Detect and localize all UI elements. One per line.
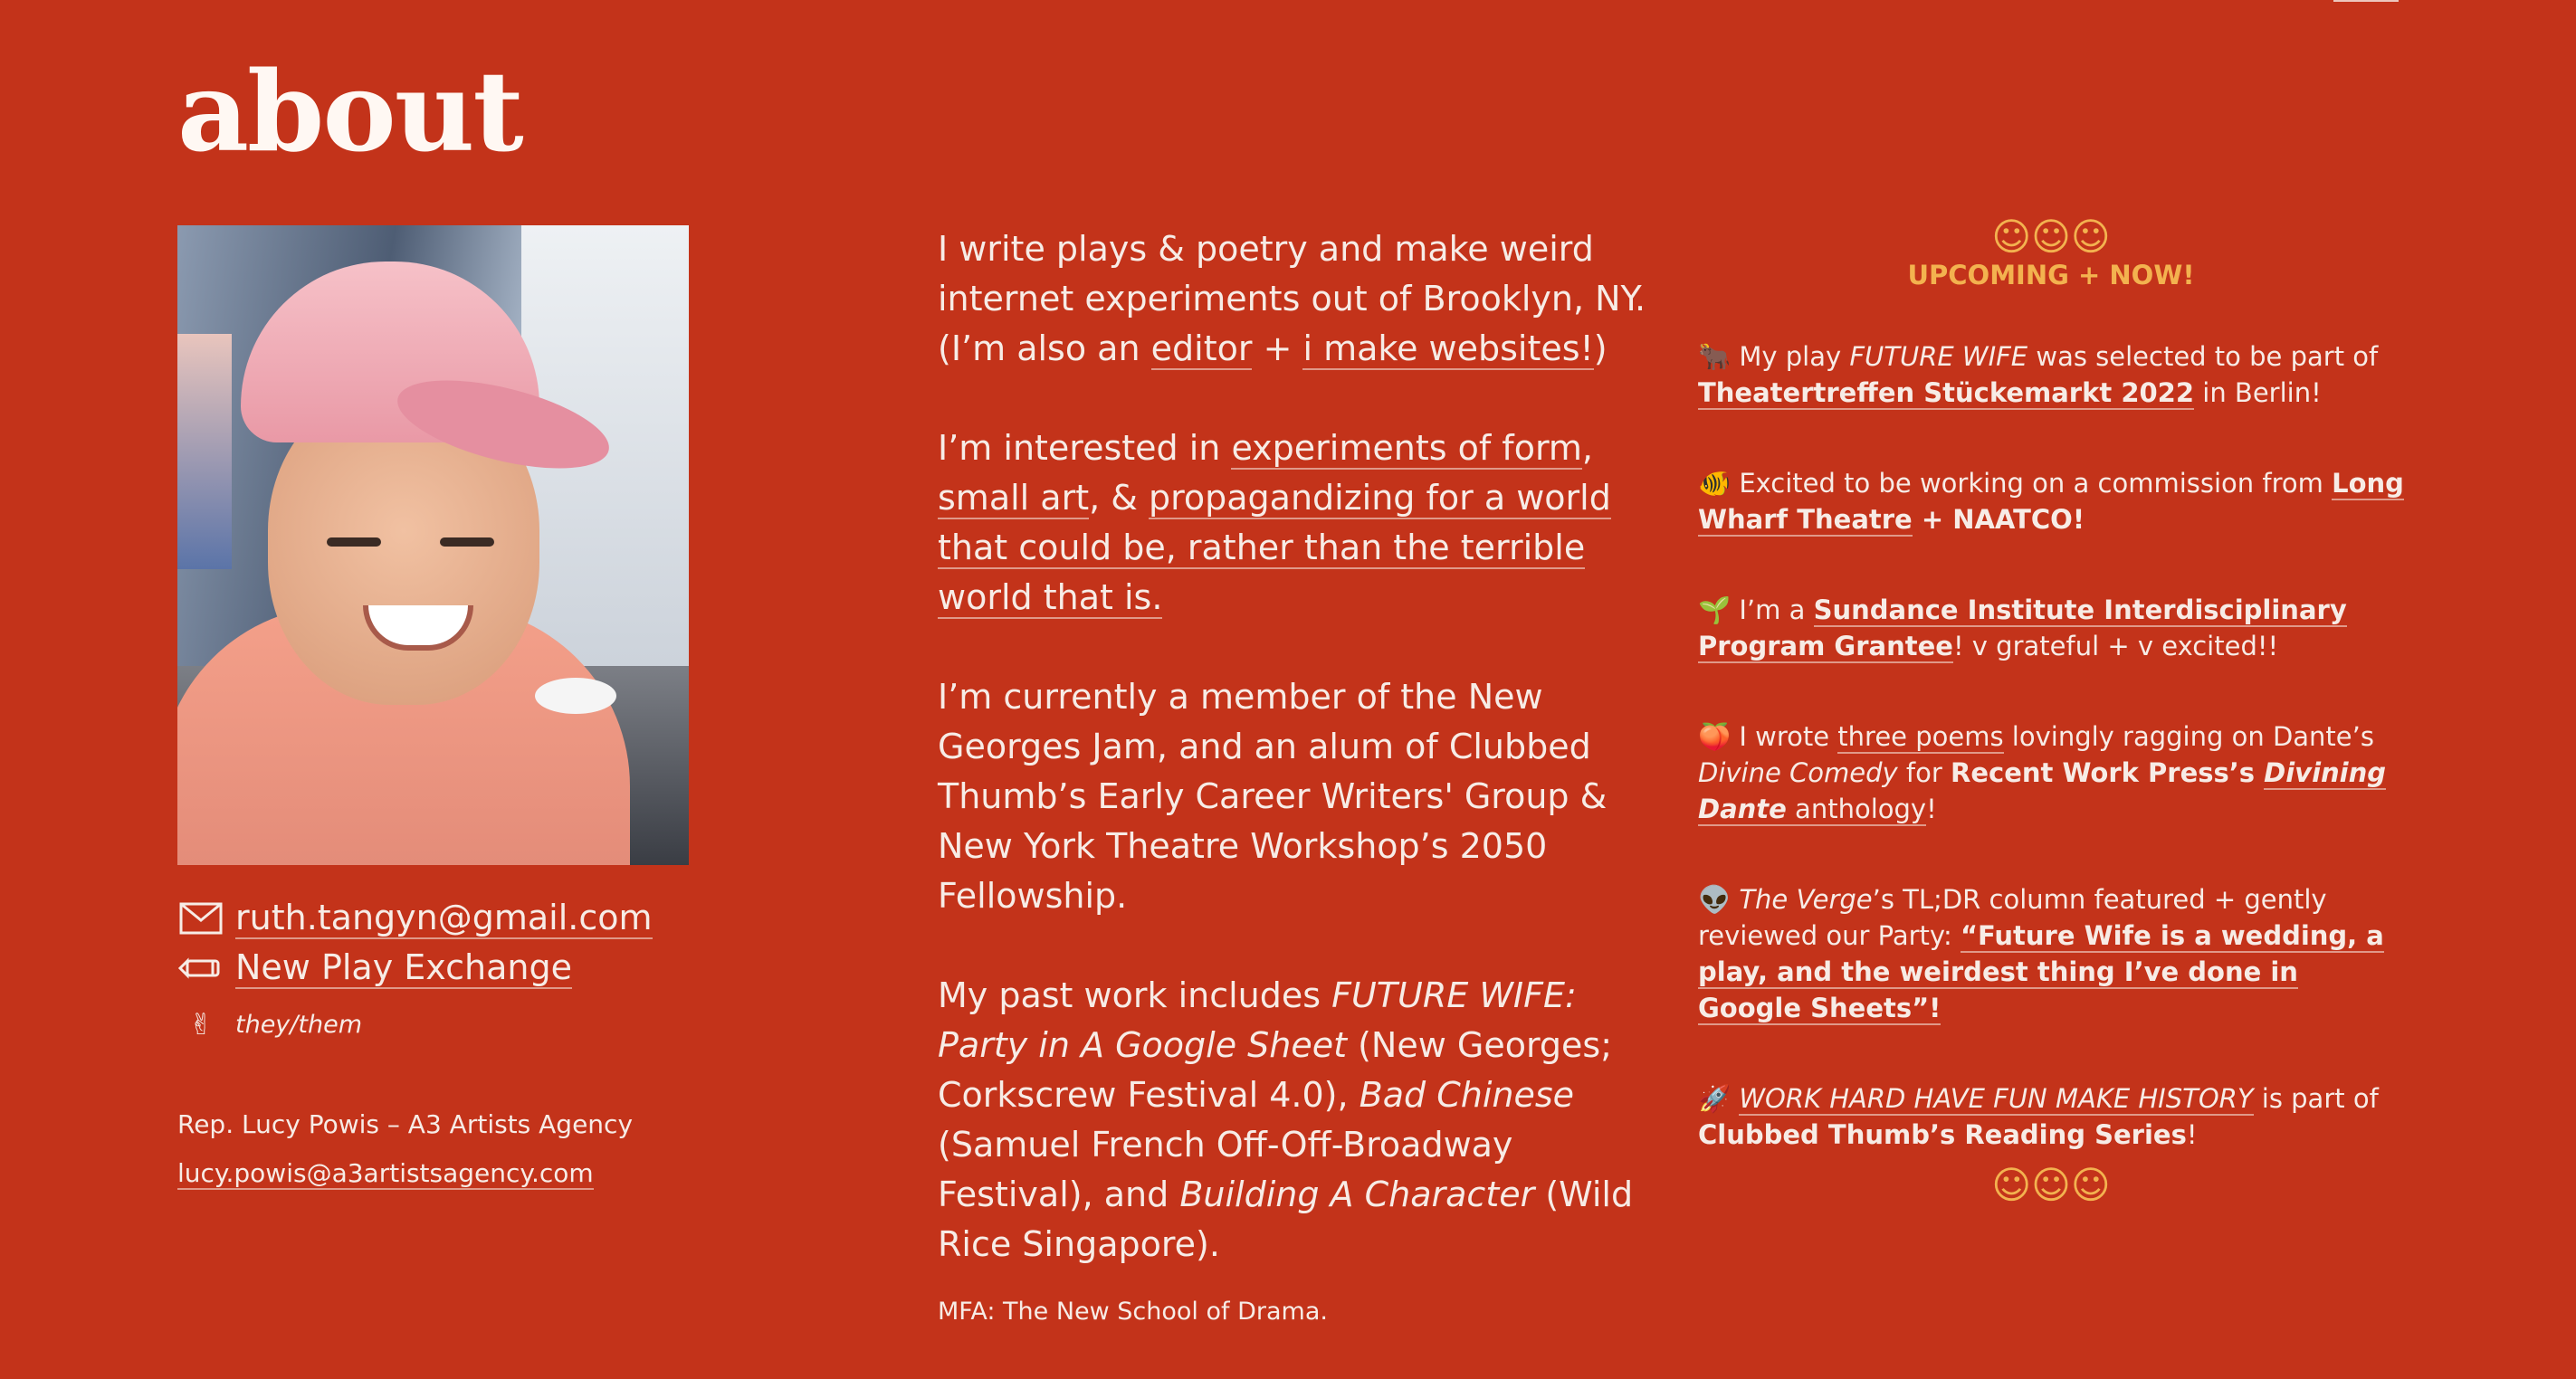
- news-item: [1698, 592, 2404, 664]
- rep-email-link[interactable]: lucy.powis@a3artistsagency.com: [177, 1158, 594, 1188]
- peace-hand-icon: ✌: [188, 1007, 214, 1041]
- smiley-faces-icon: ☺☺☺: [1991, 1163, 2111, 1207]
- bio-text: (Wild Rice Singapore).: [938, 1175, 1634, 1264]
- work-title: Divine Comedy: [1698, 757, 1898, 788]
- profile-photo: [177, 225, 689, 865]
- seedling-icon: 🌱: [1698, 594, 1732, 625]
- news-item: [1698, 1080, 2404, 1153]
- propaganda-link[interactable]: propagandizing for a world that could be, rather than the terrible world that is.: [938, 478, 1611, 617]
- bio-text: I write plays & poetry and make weird internet experiments out of Brooklyn, NY. (I’m also an: [938, 229, 1646, 368]
- pencil-icon: [177, 950, 224, 986]
- editor-link[interactable]: editor: [1150, 328, 1253, 368]
- bio-text: +: [1252, 328, 1303, 368]
- alien-icon: 👽: [1698, 884, 1732, 915]
- work-title: The Verge: [1739, 884, 1873, 915]
- three-poems-link[interactable]: three poems: [1837, 721, 2004, 752]
- news-item: [1698, 465, 2404, 537]
- divining-dante-link[interactable]: Divining Dante anthology: [1698, 757, 2387, 824]
- bio-paragraph-1: [938, 224, 1653, 374]
- small-art-link[interactable]: small art: [938, 478, 1090, 518]
- news-text: Recent Work Press’s: [1951, 757, 2265, 788]
- news-text: I’m a: [1731, 594, 1814, 625]
- fish-icon: 🐠: [1698, 468, 1732, 499]
- news-text: Excited to be working on a commission from: [1731, 468, 2333, 499]
- page-title: about: [177, 46, 522, 176]
- experiments-link[interactable]: experiments of form: [1231, 428, 1582, 468]
- stuckemarkt-link[interactable]: Theatertreffen Stückemarkt 2022: [1698, 377, 2195, 408]
- news-text: !: [1926, 794, 1937, 824]
- news-item: [1698, 718, 2404, 827]
- envelope-icon: [177, 900, 224, 937]
- sundance-link[interactable]: Sundance Institute Interdisciplinary Program Grantee: [1698, 594, 2347, 661]
- npx-row: [177, 947, 572, 989]
- bio-text: (Samuel French Off-Off-Broadway Festival), and: [938, 1125, 1513, 1214]
- email-link[interactable]: ruth.tangyn@gmail.com: [235, 898, 653, 937]
- rep-text: Rep. Lucy Powis – A3 Artists Agency: [177, 1109, 634, 1139]
- news-text: lovingly ragging on Dante’s: [2003, 721, 2374, 752]
- bio-text: ): [1593, 328, 1608, 368]
- news-text: !: [2186, 1119, 2198, 1150]
- news-text: I wrote: [1731, 721, 1838, 752]
- work-title: Building A Character: [1179, 1175, 1535, 1214]
- bio-paragraph-2: [938, 423, 1653, 623]
- news-text: for: [1897, 757, 1951, 788]
- bio: [938, 224, 1653, 1330]
- news-text: + NAATCO!: [1912, 504, 2085, 535]
- news-text: was selected to be part of: [2027, 341, 2379, 372]
- bio-paragraph-4: [938, 971, 1653, 1270]
- work-title: Bad Chinese: [1359, 1075, 1575, 1115]
- verge-article-link[interactable]: “Future Wife is a wedding, a play, and the weirdest thing I’ve done in Google Sheets”!: [1698, 920, 2384, 1023]
- peach-icon: 🍑: [1698, 721, 1732, 752]
- whhfmh-link[interactable]: WORK HARD HAVE FUN MAKE HISTORY: [1739, 1083, 2254, 1114]
- bio-text: My past work includes: [938, 975, 1332, 1015]
- news-text: Clubbed Thumb’s Reading Series: [1698, 1119, 2187, 1150]
- pronouns-row: [177, 1006, 362, 1042]
- bio-paragraph-3: I’m currently a member of the New Georges Jam, and an alum of Clubbed Thumb’s Early Career Writers' Group & New York Theatre Workshop’s 2050 Fellowship.: [938, 677, 1608, 916]
- upcoming-section: [1698, 214, 2404, 1207]
- bio-text: , &: [1089, 478, 1149, 518]
- news-text: ’s TL;DR column featured + gently reviewed our Party:: [1698, 884, 2327, 951]
- upcoming-heading: UPCOMING + NOW!: [1907, 260, 2195, 290]
- ox-icon: 🐂: [1698, 341, 1732, 372]
- news-text: My play: [1731, 341, 1850, 372]
- news-text: is part of: [2253, 1083, 2379, 1114]
- bio-text: (New Georges; Corkscrew Festival 4.0),: [938, 1025, 1613, 1115]
- bio-text: I’m interested in: [938, 428, 1232, 468]
- email-row: [177, 898, 653, 939]
- news-item: [1698, 881, 2404, 1026]
- work-title: FUTURE WIFE: Party in A Google Sheet: [938, 975, 1577, 1065]
- news-text: in Berlin!: [2194, 377, 2322, 408]
- bio-text: ,: [1581, 428, 1594, 468]
- pronouns-text: they/them: [235, 1010, 362, 1039]
- news-text: ! v grateful + v excited!!: [1952, 631, 2279, 661]
- smiley-faces-icon: ☺☺☺: [1991, 214, 2111, 259]
- long-wharf-link[interactable]: Long Wharf Theatre: [1698, 468, 2404, 535]
- news-item: [1698, 338, 2404, 411]
- mfa-text: MFA: The New School of Drama.: [938, 1298, 1328, 1326]
- npx-link[interactable]: New Play Exchange: [235, 947, 572, 987]
- websites-link[interactable]: i make websites!: [1302, 328, 1594, 368]
- work-title: FUTURE WIFE: [1849, 341, 2028, 372]
- top-nav-underline: [2333, 0, 2399, 2]
- rocket-icon: 🚀: [1698, 1083, 1732, 1114]
